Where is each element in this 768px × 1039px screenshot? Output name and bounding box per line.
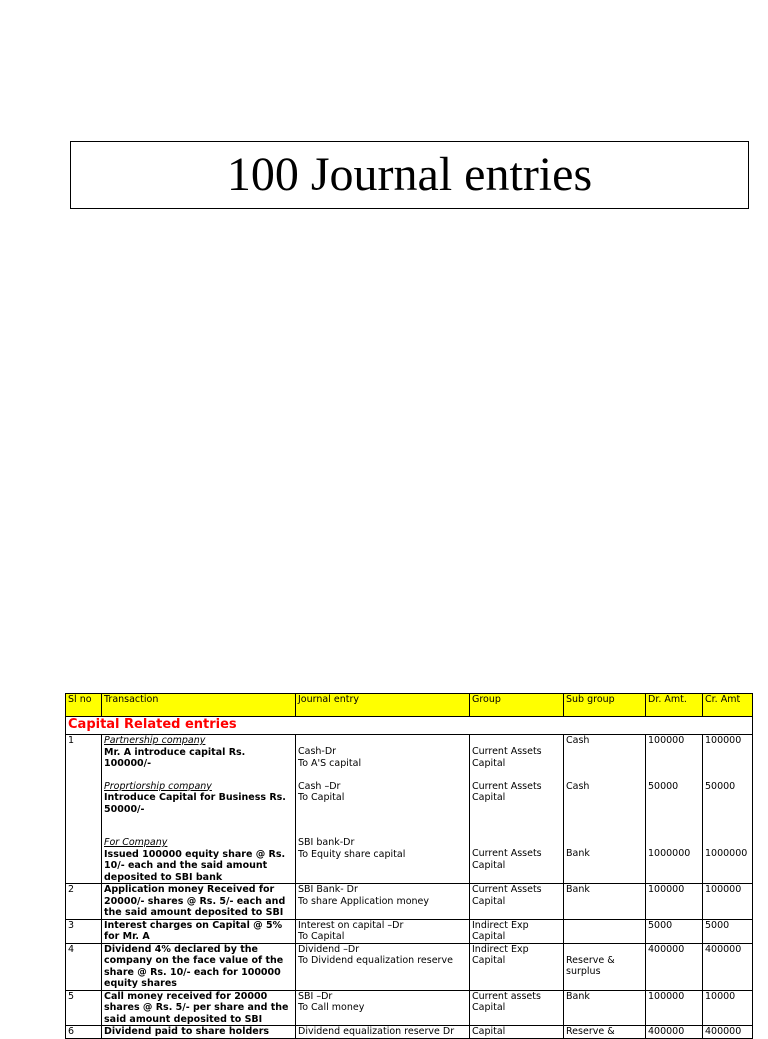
header-dr: Dr. Amt.	[646, 694, 703, 717]
header-sl: Sl no	[66, 694, 102, 717]
header-group: Group	[470, 694, 564, 717]
group-cell: Capital	[470, 1026, 564, 1039]
dr-cell: 50000	[646, 770, 703, 838]
transaction-cell: Partnership company Mr. A introduce capital Rs. 100000/-	[102, 735, 296, 770]
dr-cell: 100000	[646, 735, 703, 770]
table-row	[66, 990, 753, 1026]
group-cell: Current assets Capital	[470, 990, 564, 1026]
subgroup-cell: Cash	[564, 770, 646, 838]
journal-cell: SBI bank-Dr To Equity share capital	[296, 837, 470, 884]
sl-cell: 6	[66, 1026, 102, 1039]
dr-cell: 400000	[646, 943, 703, 990]
subgroup-cell: Cash	[564, 735, 646, 770]
sl-cell: 4	[66, 943, 102, 990]
subgroup-cell: Bank	[564, 990, 646, 1026]
table-row	[66, 837, 753, 884]
transaction-cell: Interest charges on Capital @ 5% for Mr. A	[102, 919, 296, 943]
journal-cell: SBI Bank- Dr To share Application money	[296, 884, 470, 920]
transaction-cell: Dividend paid to share holders	[102, 1026, 296, 1039]
journal-cell: Cash –Dr To Capital	[296, 770, 470, 838]
group-cell: Current Assets Capital	[470, 735, 564, 770]
header-journal: Journal entry	[296, 694, 470, 717]
table-row	[66, 735, 753, 770]
sl-cell: 3	[66, 919, 102, 943]
cr-cell: 400000	[703, 1026, 753, 1039]
table-row	[66, 884, 753, 920]
journal-cell: Interest on capital –Dr To Capital	[296, 919, 470, 943]
table-row	[66, 943, 753, 990]
dr-cell: 100000	[646, 884, 703, 920]
transaction-cell: Proprtiorship company Introduce Capital for Business Rs. 50000/-	[102, 770, 296, 838]
title-box	[70, 141, 749, 209]
transaction-cell: Application money Received for 20000/- shares @ Rs. 5/- each and the said amount deposited to SBI	[102, 884, 296, 920]
group-cell: Current Assets Capital	[470, 837, 564, 884]
cr-cell: 100000	[703, 884, 753, 920]
cr-cell: 400000	[703, 943, 753, 990]
cr-cell: 10000	[703, 990, 753, 1026]
cr-cell: 5000	[703, 919, 753, 943]
page-title: 100 Journal entries	[226, 148, 593, 201]
subgroup-cell	[564, 919, 646, 943]
transaction-cell: Call money received for 20000 shares @ Rs. 5/- per share and the said amount deposited to SBI	[102, 990, 296, 1026]
header-cr: Cr. Amt	[703, 694, 753, 717]
sl-cell: 5	[66, 990, 102, 1026]
group-cell: Current Assets Capital	[470, 770, 564, 838]
group-cell: Indirect Exp Capital	[470, 919, 564, 943]
section-title: Capital Related entries	[66, 717, 753, 735]
transaction-cell: For Company Issued 100000 equity share @ Rs. 10/- each and the said amount deposited to SBI bank	[102, 837, 296, 884]
table-row	[66, 1026, 753, 1039]
table-row	[66, 919, 753, 943]
cr-cell: 100000	[703, 735, 753, 770]
transaction-cell: Dividend 4% declared by the company on the face value of the share @ Rs. 10/- each for 100000 equity shares	[102, 943, 296, 990]
group-cell: Indirect Exp Capital	[470, 943, 564, 990]
cr-cell: 1000000	[703, 837, 753, 884]
cr-cell: 50000	[703, 770, 753, 838]
dr-cell: 5000	[646, 919, 703, 943]
sl-cell: 1	[66, 735, 102, 770]
sl-cell: 2	[66, 884, 102, 920]
journal-cell: SBI –Dr To Call money	[296, 990, 470, 1026]
journal-cell: Cash-Dr To A'S capital	[296, 735, 470, 770]
dr-cell: 1000000	[646, 837, 703, 884]
journal-table	[65, 693, 753, 1039]
dr-cell: 100000	[646, 990, 703, 1026]
dr-cell: 400000	[646, 1026, 703, 1039]
subgroup-cell: Bank	[564, 884, 646, 920]
table-row	[66, 770, 753, 838]
journal-cell: Dividend equalization reserve Dr	[296, 1026, 470, 1039]
section-row	[66, 717, 753, 735]
group-cell: Current Assets Capital	[470, 884, 564, 920]
header-transaction: Transaction	[102, 694, 296, 717]
journal-cell: Dividend –Dr To Dividend equalization reserve	[296, 943, 470, 990]
subgroup-cell: Bank	[564, 837, 646, 884]
header-subgroup: Sub group	[564, 694, 646, 717]
header-row	[66, 694, 753, 717]
subgroup-cell: Reserve & surplus	[564, 943, 646, 990]
subgroup-cell: Reserve &	[564, 1026, 646, 1039]
journal-table-container	[65, 693, 752, 1037]
